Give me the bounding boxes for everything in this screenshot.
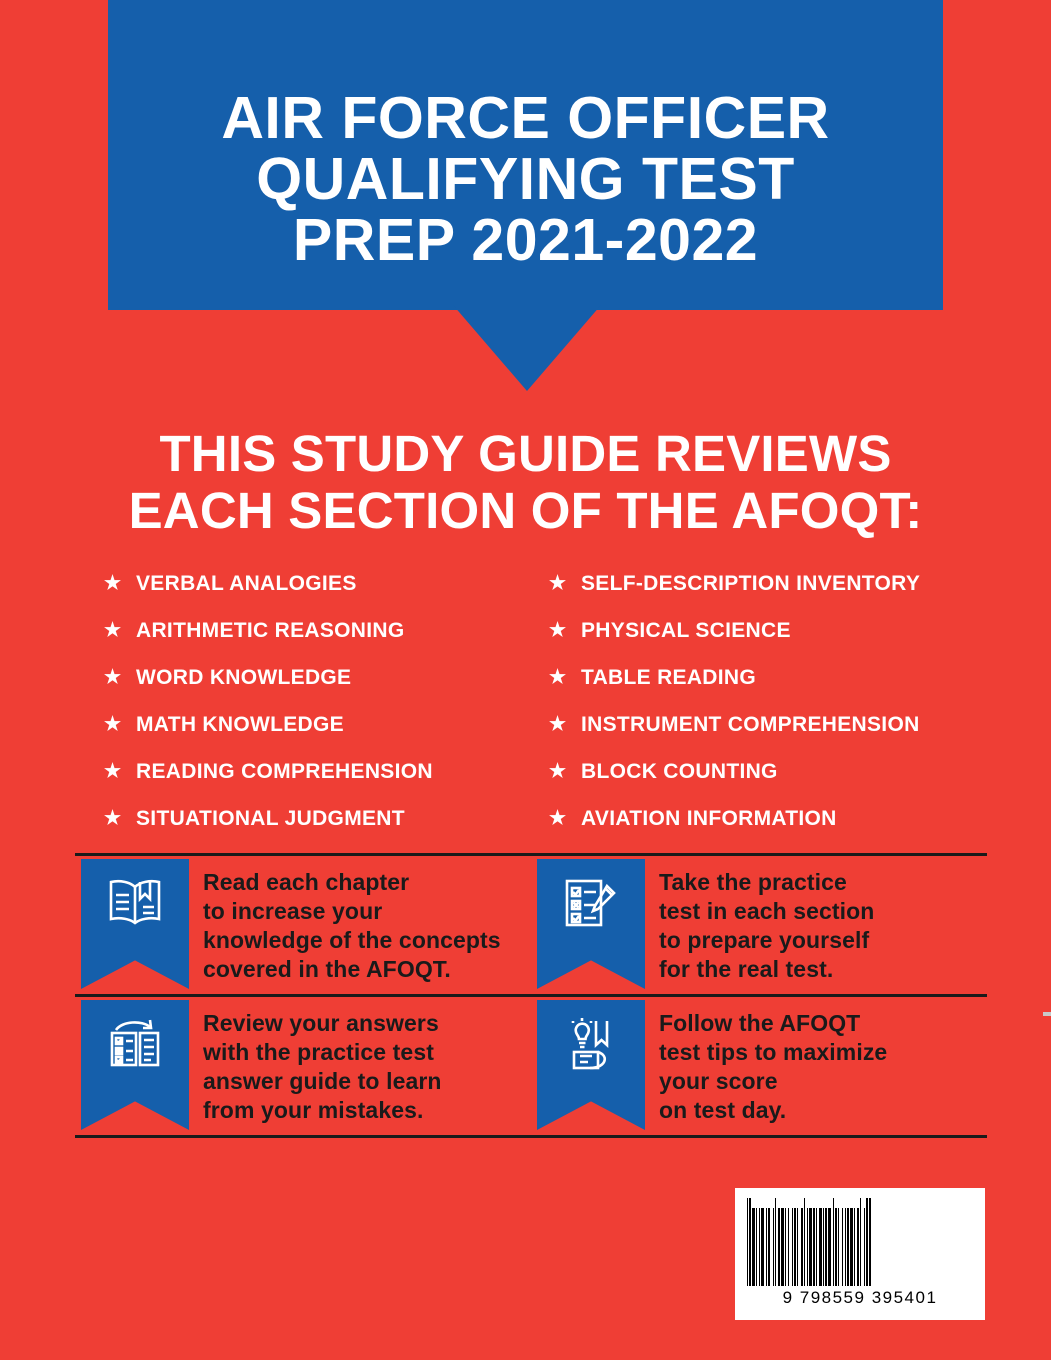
list-item [104,748,519,795]
star-icon: ★ [104,620,122,641]
tip-card [75,856,531,994]
star-icon: ★ [549,620,567,641]
edge-tick [1043,1012,1051,1016]
list-item [549,654,964,701]
tip-text [645,997,887,1135]
lightbulb-hand-icon [537,1000,645,1130]
list-item [549,560,964,607]
list-item [104,701,519,748]
list-item [549,748,964,795]
topic-label: READING COMPREHENSION [136,759,433,783]
tip-line: your score [659,1067,778,1094]
topic-label: INSTRUMENT COMPREHENSION [581,712,920,736]
title-line-3: PREP 2021-2022 [292,206,759,273]
star-icon: ★ [549,667,567,688]
barcode-number: 9 798559 395401 [782,1288,938,1307]
tip-line: Take the practice [659,869,847,895]
tip-line: knowledge of the concepts [203,926,501,953]
tip-line: test tips to maximize [659,1038,888,1065]
list-item [104,560,519,607]
topic-column-right [549,560,964,842]
topic-label: SITUATIONAL JUDGMENT [136,806,405,830]
star-icon: ★ [104,761,122,782]
topic-list [104,560,964,842]
topic-label: PHYSICAL SCIENCE [581,618,791,642]
tips-section [75,853,987,1138]
topic-column-left [104,560,519,842]
star-icon: ★ [549,761,567,782]
review-checklist-icon [81,1000,189,1130]
list-item [549,795,964,842]
barcode [735,1188,985,1320]
subhead-line-2: EACH SECTION OF THE AFOQT: [128,482,923,540]
subhead-line-1: THIS STUDY GUIDE REVIEWS [159,425,892,482]
topic-label: TABLE READING [581,665,757,689]
tip-line: on test day. [659,1096,787,1123]
star-icon: ★ [549,573,567,594]
star-icon: ★ [104,714,122,735]
topic-label: ARITHMETIC REASONING [136,618,405,642]
list-item [104,654,519,701]
topic-label: AVIATION INFORMATION [581,806,837,830]
star-icon: ★ [104,573,122,594]
page-title [108,85,943,273]
tip-line: with the practice test [203,1038,434,1065]
tip-text [189,856,501,994]
tip-line: covered in the AFOQT. [203,955,451,982]
list-item [104,795,519,842]
star-icon: ★ [549,808,567,829]
barcode-bars [747,1198,973,1286]
topic-label: WORD KNOWLEDGE [136,665,352,689]
title-line-1: AIR FORCE OFFICER [221,85,830,151]
banner-notch [453,305,601,391]
tip-card [531,997,987,1135]
list-item [549,607,964,654]
tip-line: test in each section [659,897,875,924]
tip-line: answer guide to learn [203,1067,442,1094]
tip-line: for the real test. [659,955,834,982]
checklist-pencil-icon [537,859,645,989]
open-book-icon [81,859,189,989]
title-line-2: QUALIFYING TEST [256,145,795,212]
tip-text [645,856,874,994]
star-icon: ★ [104,667,122,688]
tip-line: Read each chapter [203,869,410,895]
star-icon: ★ [549,714,567,735]
subhead [0,425,1051,539]
topic-label: SELF-DESCRIPTION INVENTORY [581,571,921,595]
star-icon: ★ [104,808,122,829]
tip-card [531,856,987,994]
tip-row-top [75,856,987,994]
title-banner [108,0,943,392]
divider [75,1135,987,1138]
tip-row-bottom [75,997,987,1135]
topic-label: VERBAL ANALOGIES [136,571,357,595]
tip-line: from your mistakes. [203,1096,424,1123]
list-item [549,701,964,748]
tip-line: to prepare yourself [659,926,870,953]
tip-text [189,997,442,1135]
tip-line: Follow the AFOQT [659,1010,861,1036]
list-item [104,607,519,654]
tip-line: to increase your [203,897,383,924]
tip-line: Review your answers [203,1010,439,1036]
topic-label: BLOCK COUNTING [581,759,778,783]
tip-card [75,997,531,1135]
topic-label: MATH KNOWLEDGE [136,712,344,736]
